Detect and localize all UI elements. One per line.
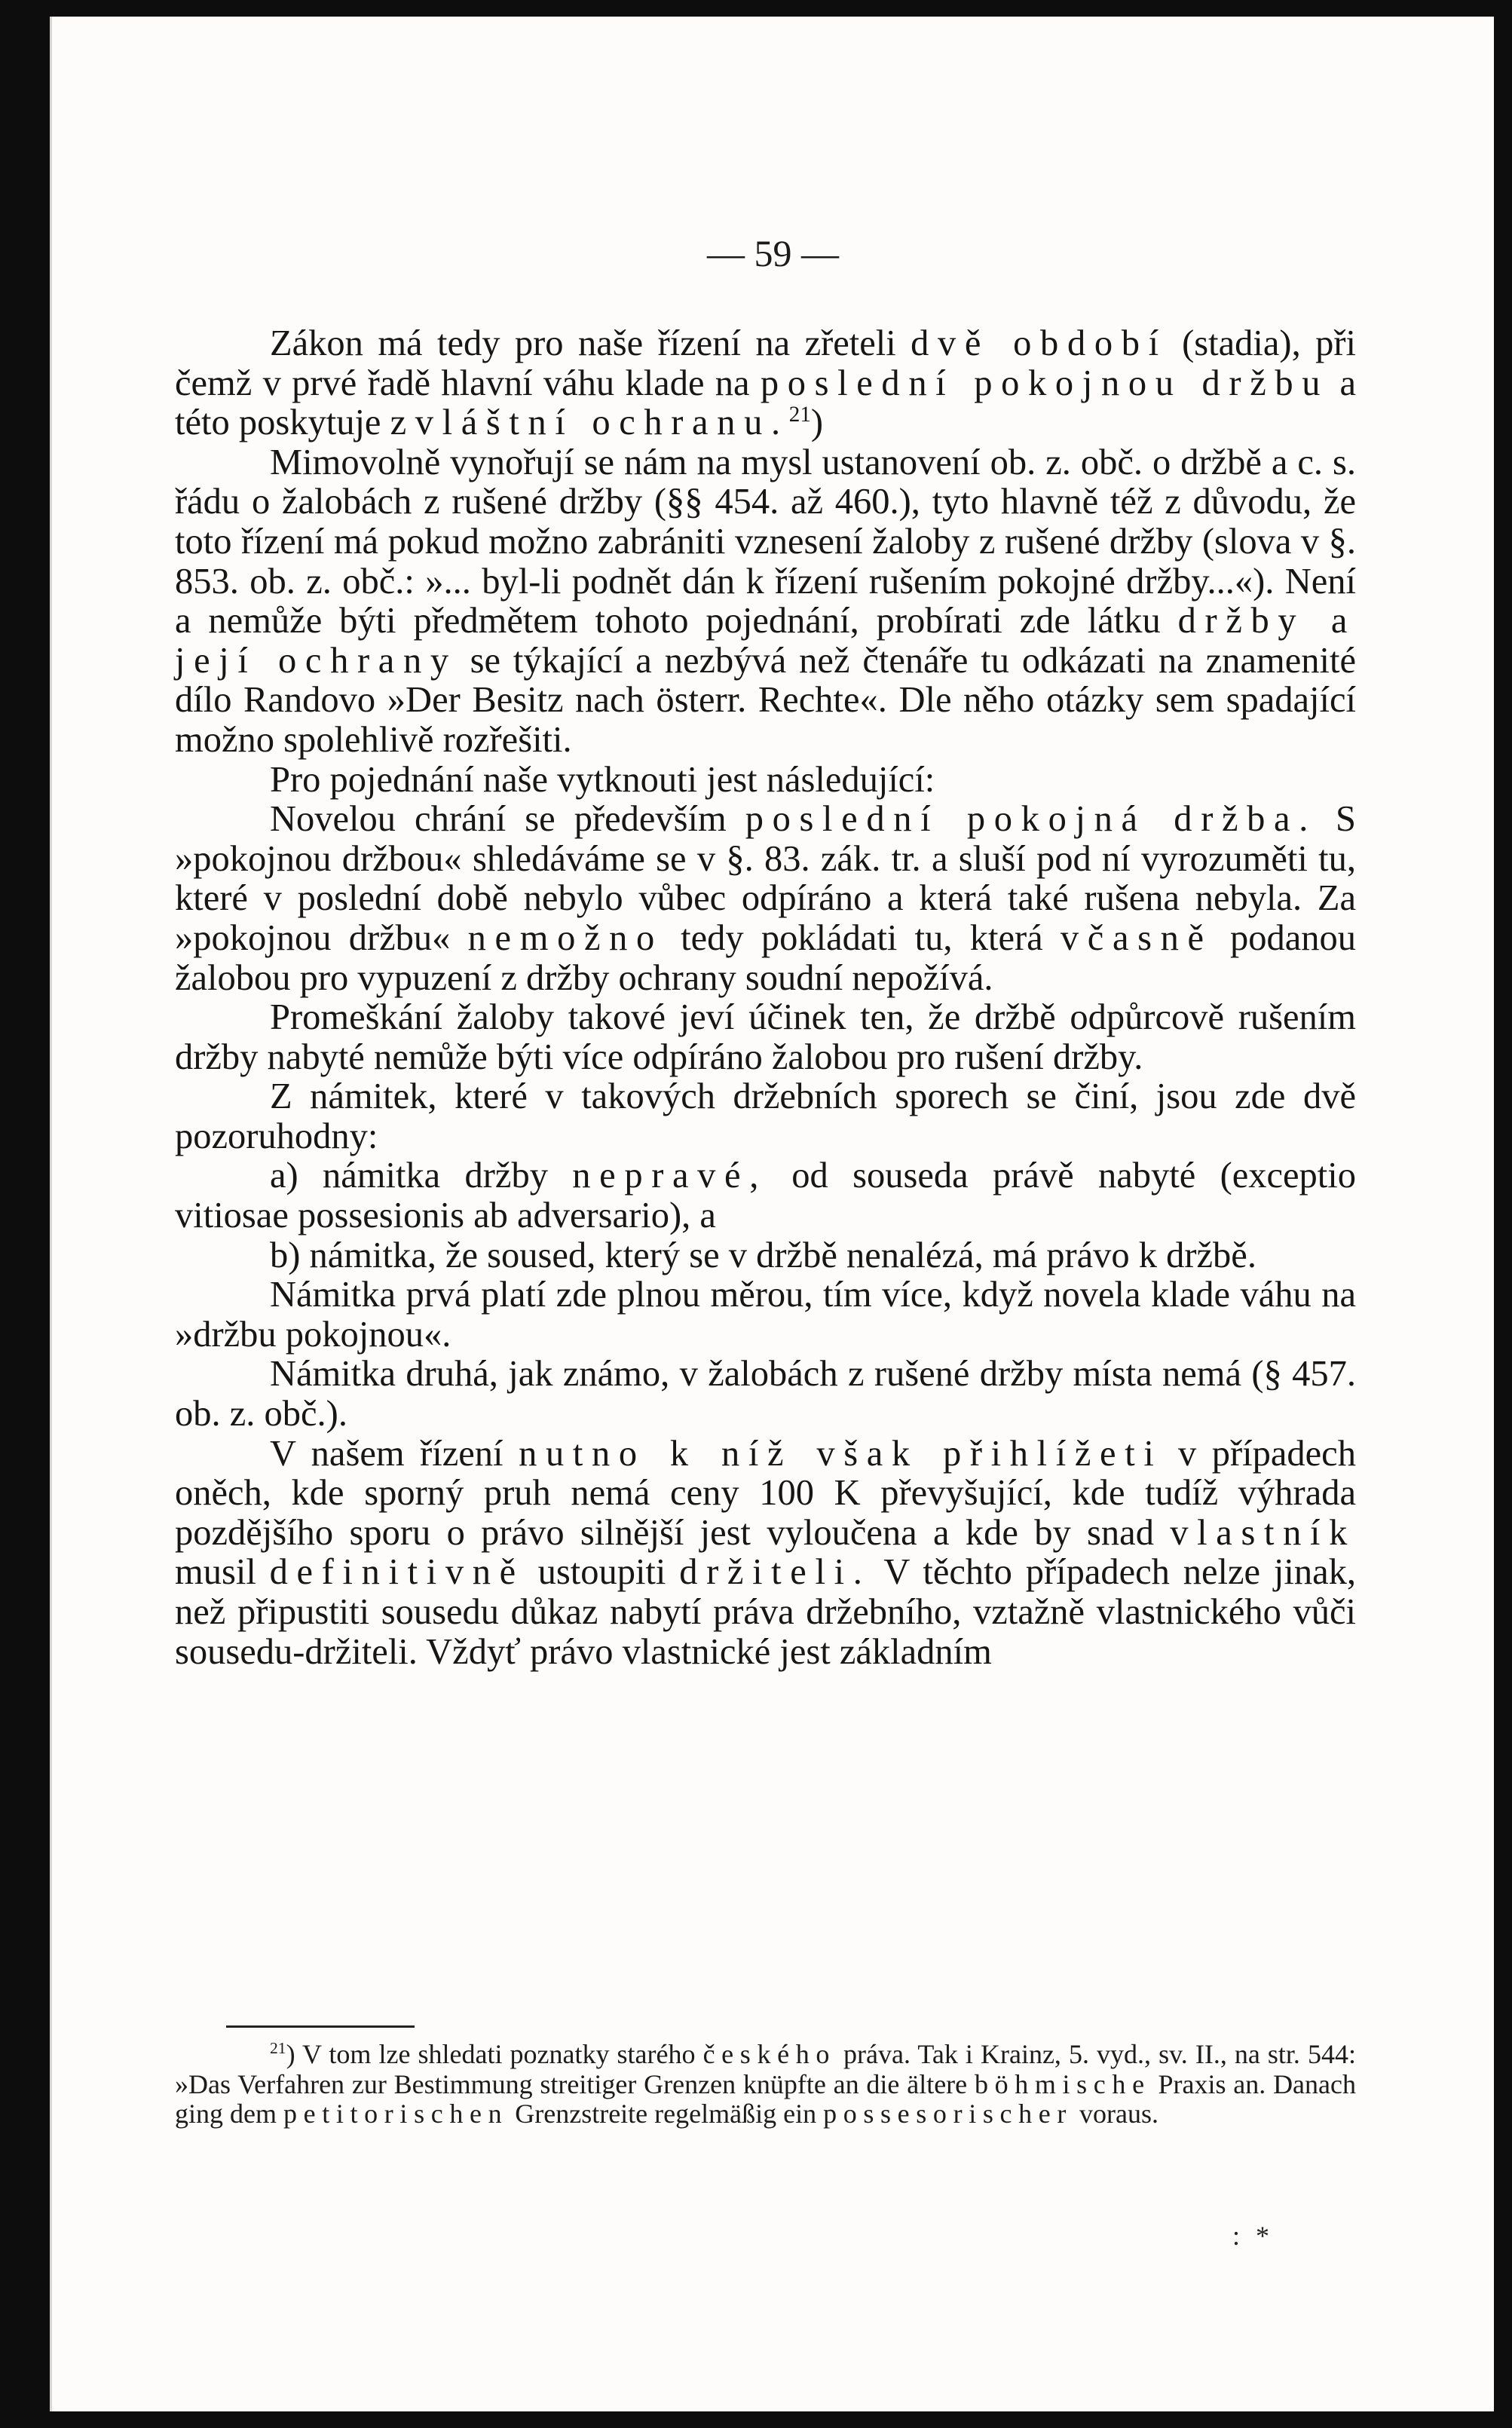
text-run: a této poskytuje: [175, 363, 1356, 443]
text-run: ) V tom lze shledati poznatky starého: [286, 2039, 703, 2069]
text-run: práva. Tak i Krainz, 5. vyd., sv. II., na str. 544: »Das Verfahren zur Bestimmung streitiger Grenzen knüpfte an die ältere: [175, 2039, 1356, 2099]
text-run: Promeškání žaloby takové jeví účinek ten, že držbě odpůrcově rušením držby nabyté nemůže býti více odpíráno žalobou pro rušení držby.: [175, 997, 1356, 1077]
text-run: Pro pojednání naše vytknouti jest následující:: [270, 759, 935, 800]
spaced-emphasis: držby a její ochrany: [175, 601, 1357, 681]
paragraph: [175, 1236, 1356, 1276]
spaced-emphasis: držiteli.: [679, 1552, 871, 1593]
paragraph: [175, 800, 1356, 998]
paragraph: [175, 324, 1356, 443]
spaced-emphasis: nepravé,: [572, 1156, 767, 1196]
footnote-ref: 21: [270, 2039, 286, 2057]
body-text: [175, 324, 1356, 1672]
spaced-emphasis: poslední pokojná držba.: [745, 799, 1317, 840]
text-run: Z námitek, které v takových držebních sporech se činí, jsou zde dvě pozoruhodny:: [175, 1076, 1356, 1156]
spaced-emphasis: nemožno: [467, 917, 663, 958]
spaced-emphasis: petitorischen: [283, 2099, 509, 2129]
paragraph: [175, 1355, 1356, 1434]
footnote: [175, 2040, 1356, 2129]
paragraph: [175, 1156, 1356, 1235]
spaced-emphasis: vlastník: [1170, 1512, 1356, 1553]
book-page: [50, 17, 1494, 2411]
spaced-emphasis: zvláštní ochranu.: [390, 403, 789, 443]
text-run: Novelou chrání se především: [270, 799, 745, 840]
spaced-emphasis: dvě období: [911, 323, 1168, 363]
text-run: v případech oněch, kde sporný pruh nemá ceny 100 K převyšující, kde tudíž výhrada pozdějšího sporu o právo silnější jest vyloučena a kde by snad: [175, 1433, 1356, 1553]
text-run: Námitka druhá, jak známo, v žalobách z rušené držby místa nemá (§ 457. ob. z. obč.).: [175, 1354, 1356, 1434]
spaced-emphasis: českého: [702, 2039, 836, 2069]
footnote-paragraph: [175, 2040, 1356, 2129]
text-run: ): [810, 403, 824, 443]
text-run: Grenzstreite regelmäßig ein: [508, 2099, 824, 2129]
spaced-emphasis: definitivně: [269, 1552, 525, 1593]
text-run: Praxis an. Danach ging dem: [175, 2068, 1356, 2129]
page-number: — 59 —: [707, 232, 839, 274]
page-mark: : *: [1232, 2221, 1275, 2251]
footnote-ref: 21: [788, 403, 811, 427]
text-run: V našem řízení: [270, 1433, 519, 1474]
text-run: ustoupiti: [524, 1552, 680, 1593]
spaced-emphasis: poslední pokojnou držbu: [760, 363, 1330, 403]
text-run: Námitka prvá platí zde plnou měrou, tím více, když novela klade váhu na »držbu pokojnou«.: [175, 1275, 1356, 1355]
footnote-separator: [226, 2025, 415, 2028]
text-run: od souseda právě nabyté (exceptio vitiosae possesionis ab adversario), a: [175, 1156, 1356, 1236]
text-run: podanou žalobou pro vypuzení z držby ochrany soudní nepožívá.: [175, 917, 1356, 998]
text-run: musil: [175, 1552, 270, 1593]
text-run: V těchto případech nelze jinak, než připustiti sousedu důkaz nabytí práva držebního, vztažně vlastnického vůči sousedu-držiteli. Vždyť právo vlastnické jest základním: [175, 1552, 1356, 1672]
text-run: b) námitka, že soused, který se v držbě nenalézá, má právo k držbě.: [270, 1235, 1256, 1275]
spaced-emphasis: nutno k níž však přihlížeti: [519, 1433, 1163, 1474]
paragraph: [175, 1077, 1356, 1156]
text-run: (stadia), při čemž v prvé řadě hlavní váhu klade na: [175, 323, 1356, 403]
text-run: a) námitka držby: [270, 1156, 573, 1196]
paragraph: [175, 1434, 1356, 1673]
text-run: tedy pokládati tu, která: [663, 917, 1061, 958]
paragraph: [175, 998, 1356, 1077]
text-run: S »pokojnou držbou« shledáváme se v §. 83. zák. tr. a sluší pod ní vyrozuměti tu, které v poslední době nebylo vůbec odpíráno a která také rušena nebyla. Za »pokojnou držbu«: [175, 799, 1356, 958]
spaced-emphasis: včasně: [1060, 917, 1213, 958]
text-run: se týkající a nezbývá než čtenáře tu odkázati na znamenité dílo Randovo »Der Besitz nach österr. Rechte«. Dle něho otázky sem spadající možno spolehlivě rozřešiti.: [175, 640, 1356, 760]
paragraph: [175, 443, 1356, 761]
spaced-emphasis: böhmische: [974, 2068, 1151, 2099]
paragraph: [175, 1275, 1356, 1355]
text-run: Mimovolně vynořují se nám na mysl ustanovení ob. z. obč. o držbě a c. s. řádu o žalobách z rušené držby (§§ 454. až 460.), tyto hlavně též z důvodu, že toto řízení má pokud možno zabrániti vznesení žaloby z rušené držby (slova v §. 853. ob. z. obč.: »... byl-li podnět dán k řízení rušením pokojné držby...«). Není a nemůže býti předmětem tohoto pojednání, probírati zde látku: [175, 442, 1356, 641]
text-run: voraus.: [1073, 2099, 1158, 2129]
text-run: Zákon má tedy pro naše řízení na zřeteli: [270, 323, 911, 363]
paragraph: [175, 761, 1356, 801]
spaced-emphasis: possesorischer: [823, 2099, 1073, 2129]
